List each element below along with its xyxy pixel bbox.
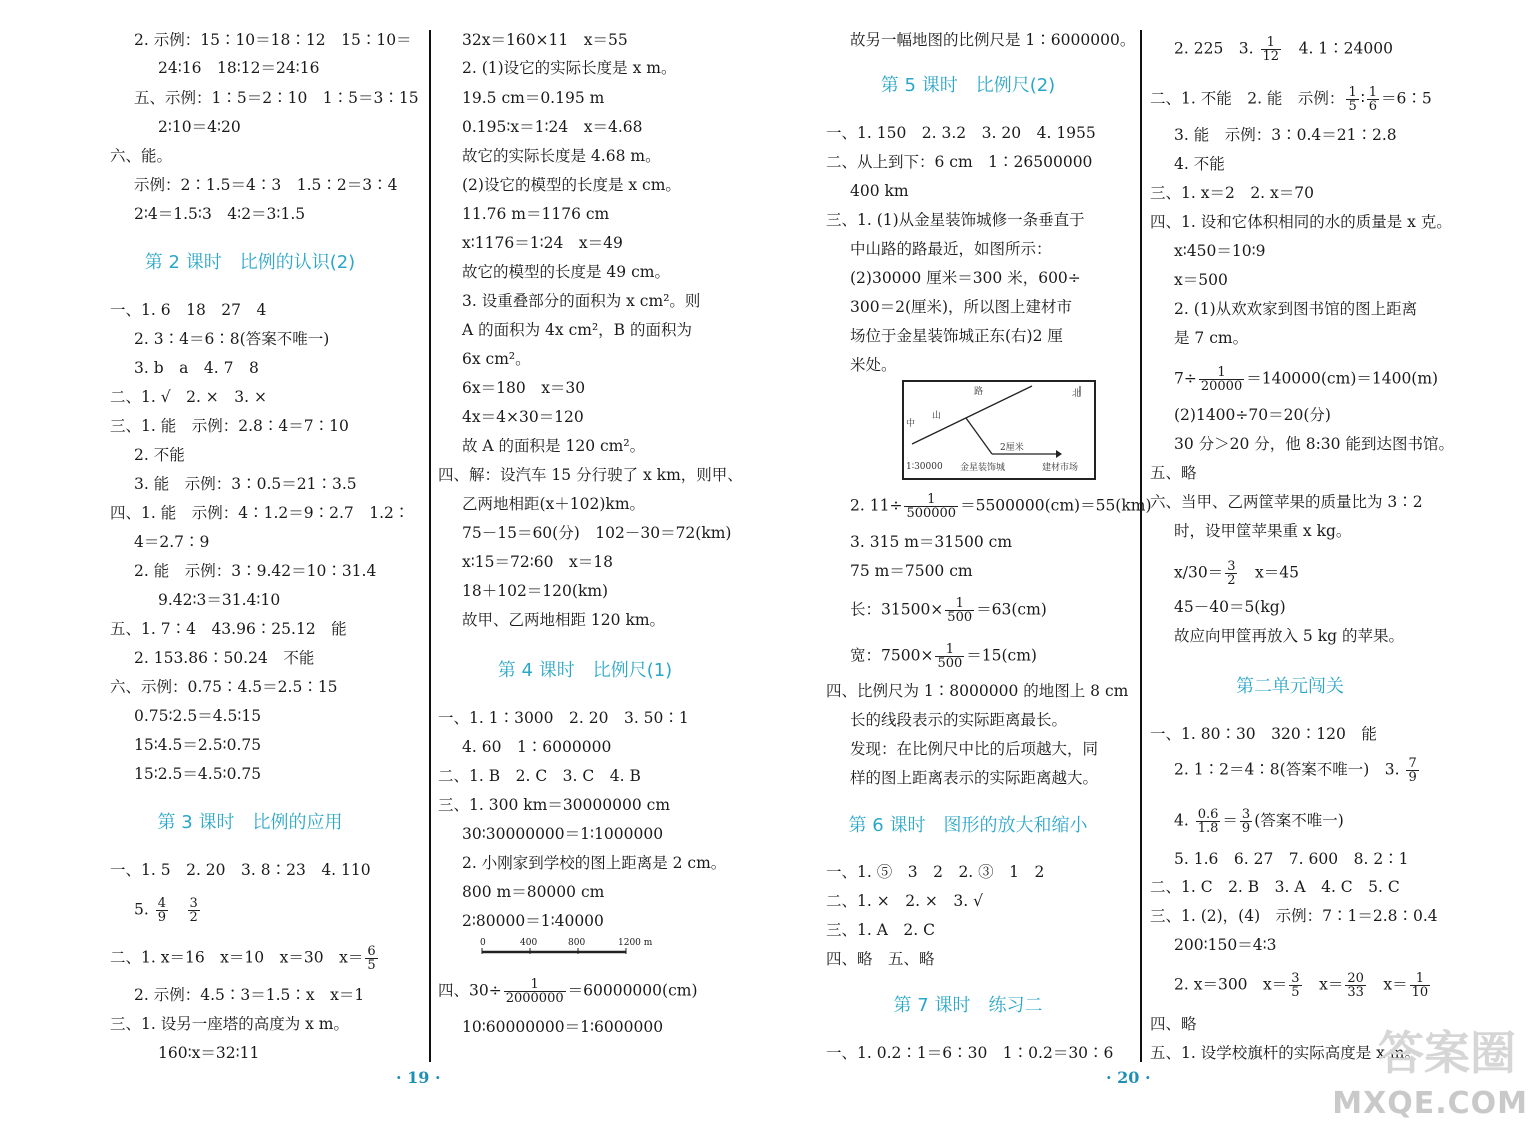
answer-line: (2)设它的模型的长度是 x cm。: [462, 176, 681, 194]
answer-line: 一、1. 5 2. 20 3. 8∶23 4. 110: [110, 861, 371, 879]
answer-line: 乙两地相距(x＋102)km。: [462, 495, 646, 513]
answer-line: 3. b a 4. 7 8: [134, 359, 259, 377]
answer-line: 三、1. 能 示例：2.8∶4＝7∶10: [110, 417, 349, 435]
answer-line: 9.42∶3＝31.4∶10: [158, 591, 281, 609]
answer-line: 发现：在比例尺中比的后项越大，同: [850, 740, 1099, 758]
answer-line: 75－15＝60(分) 102－30＝72(km): [462, 524, 732, 542]
scale-tick-label: 1200 m: [618, 938, 653, 948]
page-number-left: · 19 ·: [396, 1068, 441, 1087]
answer-line: 一、1. 6 18 27 4: [110, 301, 267, 319]
answer-line: 0.195∶x＝1∶24 x＝4.68: [462, 118, 643, 136]
answer-line: 4x＝4×30＝120: [462, 408, 584, 426]
answer-line: 长：31500× $\frac{1}{500}$ ＝63(cm): [850, 596, 1047, 625]
answer-line: 一、1. ⑤ 3 2 2. ③ 1 2: [826, 863, 1045, 881]
column-divider-left: [429, 30, 431, 1062]
answer-line: 800 m＝80000 cm: [462, 883, 605, 901]
answer-line: 2. 能 示例：3∶9.42＝10∶31.4: [134, 562, 377, 580]
map-label-mountain: 山: [932, 411, 942, 421]
answer-line: 米处。: [850, 356, 897, 374]
section-heading: 第 3 课时 比例的应用: [157, 812, 343, 833]
answer-line: 30 分＞20 分，他 8:30 能到达图书馆。: [1174, 435, 1454, 453]
answer-line: 3. 能 示例：3∶0.5＝21∶3.5: [134, 475, 357, 493]
answer-line: 18＋102＝120(km): [462, 582, 609, 600]
answer-line: 故应向甲筐再放入 5 kg 的苹果。: [1174, 627, 1404, 645]
answer-line: x∶1176＝1∶24 x＝49: [462, 234, 623, 252]
answer-line: 示例：2∶1.5＝4∶3 1.5∶2＝3∶4: [134, 176, 398, 194]
answer-line: 二、1. B 2. C 3. C 4. B: [438, 767, 641, 785]
scale-bar-line: [478, 940, 638, 962]
section-heading: 第 4 课时 比例尺(1): [497, 660, 673, 681]
answer-line: 2. 225 3. $\frac{1}{12}$ 4. 1∶24000: [1174, 35, 1393, 64]
answer-line: 五、1. 设学校旗杆的实际高度是 x m。: [1150, 1044, 1421, 1062]
answer-line: 2∶4＝1.5∶3 4∶2＝3∶1.5: [134, 205, 306, 223]
answer-line: x/30＝ $\frac{3}{2}$ x＝45: [1174, 559, 1299, 588]
answer-line: 长的线段表示的实际距离最长。: [850, 711, 1068, 729]
answer-line: 三、1. (1)从金星装饰城修一条垂直于: [826, 211, 1085, 229]
map-label-jinxing: 金星装饰城: [960, 463, 1006, 473]
answer-line: 4. 不能: [1174, 155, 1225, 173]
answer-line: 4. 60 1∶6000000: [462, 738, 612, 756]
section-heading: 第 2 课时 比例的认识(2): [144, 252, 356, 273]
answer-line: 75 m＝7500 cm: [850, 562, 973, 580]
answer-line: 15∶4.5＝2.5∶0.75: [134, 736, 262, 754]
answer-line: 2. 153.86∶50.24 不能: [134, 649, 315, 667]
answer-line: 中山路的路最近，如图所示：: [850, 240, 1052, 258]
answer-line: 2. x＝300 x＝ $\frac{3}{5}$ x＝ $\frac{20}{33}$ x＝ $\frac{1}{10}$: [1174, 971, 1429, 1000]
answer-line: x∶450＝10∶9: [1174, 242, 1266, 260]
answer-line: 32x＝160×11 x＝55: [462, 31, 628, 49]
answer-line: 19.5 cm＝0.195 m: [462, 89, 605, 107]
answer-line: 0.75∶2.5＝4.5∶15: [134, 707, 262, 725]
answer-line: 2. 不能: [134, 446, 185, 464]
answer-line: 场位于金星装饰城正东(右)2 厘: [850, 327, 1063, 345]
answer-line: 2. 小刚家到学校的图上距离是 2 cm。: [462, 854, 727, 872]
answer-line: 三、1. 设另一座塔的高度为 x m。: [110, 1015, 350, 1033]
answer-line: x＝500: [1174, 271, 1228, 289]
scale-tick-label: 400: [520, 938, 538, 948]
map-label-road: 路: [974, 387, 984, 397]
answer-line: 2. (1)设它的实际长度是 x m。: [462, 59, 677, 77]
answer-line: 是 7 cm。: [1174, 329, 1249, 347]
answer-line: 2∶10＝4∶20: [158, 118, 241, 136]
answer-line: 30∶30000000＝1∶1000000: [462, 825, 664, 843]
answer-line: 二、1. C 2. B 3. A 4. C 5. C: [1150, 878, 1400, 896]
answer-line: 200∶150＝4∶3: [1174, 936, 1277, 954]
map-label-two_cm: 2厘米: [1000, 443, 1024, 453]
answer-line: 一、1. 150 2. 3.2 3. 20 4. 1955: [826, 124, 1096, 142]
answer-line: 故另一幅地图的比例尺是 1∶6000000。: [850, 31, 1136, 49]
answer-line: 3. 能 示例：3∶0.4＝21∶2.8: [1174, 126, 1397, 144]
column-divider-right: [1140, 30, 1142, 1062]
section-heading: 第二单元闯关: [1236, 676, 1344, 697]
answer-line: 四、1. 设和它体积相同的水的质量是 x 克。: [1150, 213, 1452, 231]
answer-line: 四、解：设汽车 15 分行驶了 x km，则甲、: [438, 466, 743, 484]
answer-line: 二、1. x＝16 x＝10 x＝30 x＝ $\frac{6}{5}$: [110, 944, 376, 973]
answer-line: 四、30÷ $\frac{1}{2000000}$ ＝60000000(cm): [438, 977, 698, 1006]
section-heading: 第 6 课时 图形的放大和缩小: [848, 815, 1088, 836]
answer-line: 11.76 m＝1176 cm: [462, 205, 610, 223]
answer-line: 四、比例尺为 1∶8000000 的地图上 8 cm: [826, 682, 1129, 700]
answer-line: 四、略: [1150, 1015, 1197, 1033]
answer-line: 3. 设重叠部分的面积为 x cm²。则: [462, 292, 701, 310]
watermark-url: MXQE.COM: [1332, 1086, 1528, 1121]
answer-line: 五、略: [1150, 464, 1197, 482]
answer-line: 一、1. 80∶30 320∶120 能: [1150, 725, 1377, 743]
answer-line: 三、1. A 2. C: [826, 921, 935, 939]
answer-line: A 的面积为 4x cm²，B 的面积为: [462, 321, 692, 339]
answer-line: 6x＝180 x＝30: [462, 379, 586, 397]
answer-line: 一、1. 1∶3000 2. 20 3. 50∶1: [438, 709, 689, 727]
answer-line: 六、示例：0.75∶4.5＝2.5∶15: [110, 678, 338, 696]
answer-line: 故 A 的面积是 120 cm²。: [462, 437, 646, 455]
answer-line: 160∶x＝32∶11: [158, 1044, 260, 1062]
answer-line: 宽：7500× $\frac{1}{500}$ ＝15(cm): [850, 642, 1037, 671]
map-label-scale: 1∶30000: [906, 462, 943, 472]
map-label-north: 北: [1072, 389, 1082, 399]
answer-line: 24∶16 18∶12＝24∶16: [158, 59, 320, 77]
answer-line: x∶15＝72∶60 x＝18: [462, 553, 613, 571]
answer-line: 4＝2.7∶9: [134, 533, 210, 551]
answer-line: 二、从上到下：6 cm 1∶26500000: [826, 153, 1093, 171]
answer-line: 五、示例：1∶5＝2∶10 1∶5＝3∶15: [134, 89, 419, 107]
page-number-right: · 20 ·: [1106, 1068, 1151, 1087]
scale-tick-label: 800: [568, 938, 586, 948]
answer-line: 时，设甲筐苹果重 x kg。: [1174, 522, 1352, 540]
answer-line: 400 km: [850, 182, 909, 200]
answer-line: 四、略 五、略: [826, 950, 935, 968]
answer-line: 四、1. 能 示例：4∶1.2＝9∶2.7 1.2∶: [110, 504, 410, 522]
answer-line: 一、1. 0.2∶1＝6∶30 1∶0.2＝30∶6: [826, 1044, 1114, 1062]
scale-tick-label: 0: [480, 938, 486, 948]
answer-line: 6x cm²。: [462, 350, 531, 368]
answer-line: 二、1. × 2. × 3. √: [826, 892, 983, 910]
answer-line: 2. (1)从欢欢家到图书馆的图上距离: [1174, 300, 1418, 318]
answer-line: 2. 示例：15∶10＝18∶12 15∶10＝: [134, 31, 412, 49]
answer-line: 4. $\frac{0.6}{1.8}$ ＝ $\frac{3}{9}$ (答案不唯一): [1174, 807, 1344, 836]
watermark-logo: 答案圈: [1378, 1026, 1516, 1080]
scale-bar: [478, 940, 678, 962]
answer-line: 故它的模型的长度是 49 cm。: [462, 263, 670, 281]
map-figure: [902, 380, 1096, 480]
answer-line: 2. 3∶4＝6∶8(答案不唯一): [134, 330, 330, 348]
answer-line: 10∶60000000＝1∶6000000: [462, 1018, 664, 1036]
answer-line: 2∶80000＝1∶40000: [462, 912, 604, 930]
section-heading: 第 7 课时 练习二: [893, 995, 1043, 1016]
answer-line: 三、1. x＝2 2. x＝70: [1150, 184, 1314, 202]
answer-line: 7÷ $\frac{1}{20000}$ ＝140000(cm)＝1400(m): [1174, 365, 1439, 394]
answer-line: 3. 315 m＝31500 cm: [850, 533, 1013, 551]
answer-line: 5. 1.6 6. 27 7. 600 8. 2∶1: [1174, 850, 1409, 868]
answer-line: 2. 示例：4.5∶3＝1.5∶x x＝1: [134, 986, 365, 1004]
answer-line: 二、1. √ 2. × 3. ×: [110, 388, 267, 406]
answer-line: 5. $\frac{4}{9}$ $\frac{3}{2}$: [134, 896, 198, 925]
answer-line: 六、能。: [110, 147, 173, 165]
map-label-zhong: 中: [906, 419, 916, 429]
answer-line: (2)1400÷70＝20(分): [1174, 406, 1331, 424]
answer-line: 故它的实际长度是 4.68 m。: [462, 147, 661, 165]
answer-line: 300＝2(厘米)，所以图上建材市: [850, 298, 1073, 316]
answer-line: 二、1. 不能 2. 能 示例： $\frac{1}{5}$ ∶ $\frac{1}{6}$ ＝6∶5: [1150, 85, 1432, 114]
answer-line: 2. 11÷ $\frac{1}{500000}$ ＝5500000(cm)＝55(km): [850, 492, 1152, 521]
answer-line: (2)30000 厘米＝300 米，600÷: [850, 269, 1081, 287]
answer-line: 六、当甲、乙两筐苹果的质量比为 3∶2: [1150, 493, 1423, 511]
answer-line: 45－40＝5(kg): [1174, 598, 1286, 616]
answer-line: 五、1. 7∶4 43.96∶25.12 能: [110, 620, 347, 638]
answer-line: 样的图上距离表示的实际距离越大。: [850, 769, 1099, 787]
answer-line: 15∶2.5＝4.5∶0.75: [134, 765, 262, 783]
map-label-jiancai: 建材市场: [1042, 463, 1079, 473]
answer-line: 三、1. 300 km＝30000000 cm: [438, 796, 671, 814]
answer-line: 2. 1∶2＝4∶8(答案不唯一) 3. $\frac{7}{9}$: [1174, 756, 1417, 785]
answer-line: 三、1. (2)，(4) 示例：7∶1＝2.8∶0.4: [1150, 907, 1438, 925]
section-heading: 第 5 课时 比例尺(2): [880, 75, 1056, 96]
answer-line: 故甲、乙两地相距 120 km。: [462, 611, 666, 629]
